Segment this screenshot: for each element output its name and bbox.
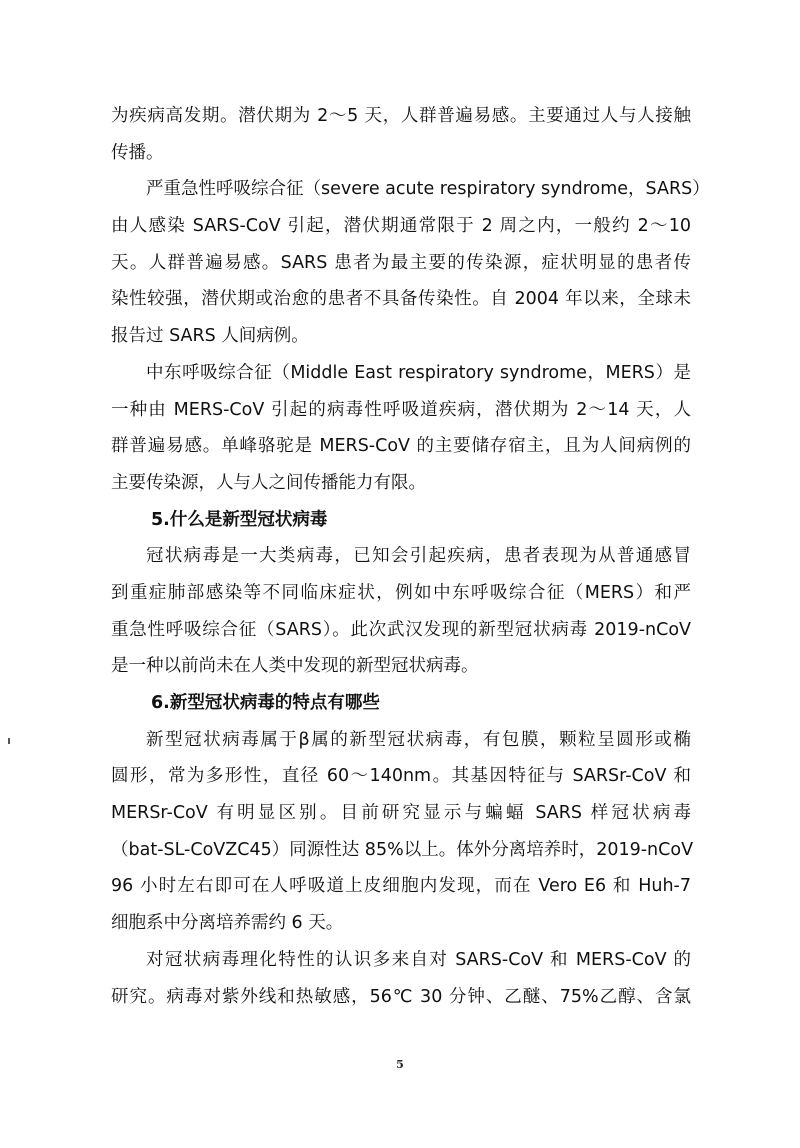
text-line-16: 是一种以前尚未在人类中发现的新型冠状病毒。	[111, 656, 479, 677]
text-line-20: MERSr-CoV 有明显区别。目前研究显示与蝙蝠 SARS 样冠状病毒	[111, 803, 691, 824]
text-line-2: 传播。	[111, 142, 164, 163]
document-body	[111, 98, 710, 1015]
text-line-22: 96 小时左右即可在人呼吸道上皮细胞内发现，而在 Vero E6 和 Huh-7	[111, 876, 691, 897]
scan-mark	[8, 738, 10, 744]
text-line-19: 圆形，常为多形性，直径 60～140nm。其基因特征与 SARSr-CoV 和	[111, 766, 691, 787]
section-heading-6: 6.新型冠状病毒的特点有哪些	[151, 693, 380, 713]
page-number: 5	[396, 1058, 404, 1071]
text-line-21: （bat-SL-CoVZC45）同源性达 85%以上。体外分离培养时，2019-nCoV	[111, 839, 694, 860]
text-line-7: 报告过 SARS 人间病例。	[111, 326, 309, 347]
text-line-23: 细胞系中分离培养需约 6 天。	[111, 913, 344, 934]
text-line-3: 严重急性呼吸综合征（severe acute respiratory syndrome，SARS）	[146, 179, 710, 200]
text-line-6: 染性较强，潜伏期或治愈的患者不具备传染性。自 2004 年以来，全球未	[111, 289, 691, 310]
text-line-24: 对冠状病毒理化特性的认识多来自对 SARS-CoV 和 MERS-CoV 的	[146, 949, 691, 970]
text-line-15: 重急性呼吸综合征（SARS）。此次武汉发现的新型冠状病毒 2019-nCoV	[111, 619, 691, 640]
text-line-13: 冠状病毒是一大类病毒，已知会引起疾病，患者表现为从普通感冒	[146, 546, 691, 567]
text-line-11: 主要传染源，人与人之间传播能力有限。	[111, 472, 426, 493]
text-line-10: 群普遍易感。单峰骆驼是 MERS-CoV 的主要储存宿主，且为人间病例的	[111, 436, 691, 457]
text-line-5: 天。人群普遍易感。SARS 患者为最主要的传染源，症状明显的患者传	[111, 252, 691, 273]
text-line-1: 为疾病高发期。潜伏期为 2～5 天，人群普遍易感。主要通过人与人接触	[111, 106, 691, 126]
text-line-18: 新型冠状病毒属于β属的新型冠状病毒，有包膜，颗粒呈圆形或椭	[146, 729, 691, 750]
text-line-8: 中东呼吸综合征（Middle East respiratory syndrome，MERS）是	[146, 362, 691, 383]
text-line-25: 研究。病毒对紫外线和热敏感，56℃ 30 分钟、乙醚、75%乙醇、含氯	[111, 986, 691, 1007]
text-line-14: 到重症肺部感染等不同临床症状，例如中东呼吸综合征（MERS）和严	[111, 582, 691, 603]
section-heading-5: 5.什么是新型冠状病毒	[151, 509, 328, 530]
text-line-9: 一种由 MERS-CoV 引起的病毒性呼吸道疾病，潜伏期为 2～14 天，人	[111, 399, 691, 420]
text-line-4: 由人感染 SARS-CoV 引起，潜伏期通常限于 2 周之内，一般约 2～10	[111, 216, 691, 237]
